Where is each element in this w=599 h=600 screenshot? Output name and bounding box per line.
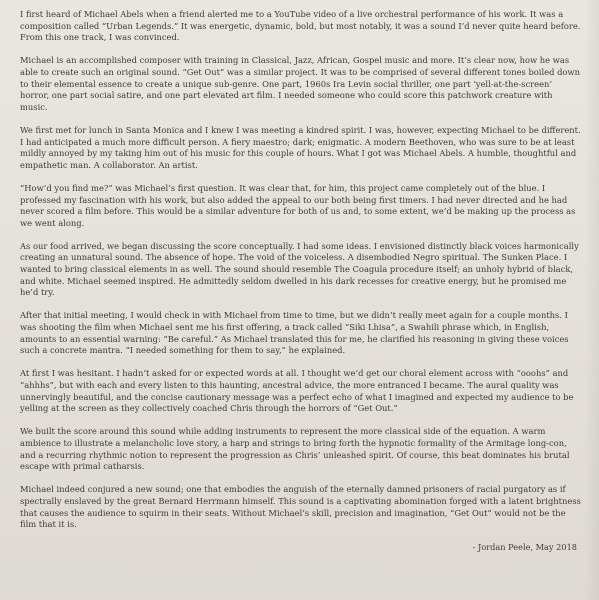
paragraph-6: After that initial meeting, I would check in with Michael from time to time, but we didn’t really meet again for a couple months. I was shooting the film when Michael sent me his first offering, a track called “Siki Lhisa”, a Swahili phrase which, in English, amounts to an essential warning: “Be careful.” As Michael translated this for me, he clarified his reasoning in giving these voices such a concrete mantra. “I needed something for them to say,” he explained.	[20, 310, 569, 356]
paragraph-2: Michael is an accomplished composer with training in Classical, Jazz, African, Gospel music and more. It’s clear now, how he was able to create such an original sound. “Get Out” was a similar project. It was to be comprised of several different tones boiled down to their elemental essence to create a unique sub-genre. One part, 1960s Ira Levin social thriller, one part ‘yell-at-the-screen’ horror, one part social satire, and one part elevated art film. I needed someone who could score this patchwork creature with music.	[20, 55, 580, 112]
paragraph-1: I first heard of Michael Abels when a friend alerted me to a YouTube video of a live orchestral performance of his work. It was a composition called “Urban Legends.” It was energetic, dynamic, bold, but most notably, it was a sound I’d never quite heard before. From this one track, I was convinced.	[20, 9, 581, 43]
author-signature: - Jordan Peele, May 2018	[472, 542, 577, 553]
paragraph-3: We first met for lunch in Santa Monica and I knew I was meeting a kindred spirit. I was, however, expecting Michael to be different. I had anticipated a much more difficult person. A fiery maestro; dark; enigmatic. A modern Beethoven, who was sure to be at least mildly annoyed by my taking him out of his music for this couple of hours. What I got was Michael Abels. A humble, thoughtful and empathetic man. A collaborator. An artist.	[20, 124, 581, 170]
paragraph-8: We built the score around this sound while adding instruments to represent the more classical side of the equation. A warm ambience to illustrate a melancholic love story, a harp and strings to bring forth the hypnotic formality of the Armitage long-con, and a recurring rhythmic notion to represent the progression as Chris’ unleashed spirit. Of course, this beat dominates his brutal escape with primal catharsis.	[20, 426, 570, 472]
paragraph-9: Michael indeed conjured a new sound; one that embodies the anguish of the eternally damned prisoners of racial purgatory as if spectrally enslaved by the great Bernard Herrmann himself. This sound is a captivating abomination forged with a latent brightness that causes the audience to squirm in their seats. Without Michael’s skill, precision and imagination, “Get Out” would not be the film that it is.	[20, 484, 581, 530]
paragraph-7: At first I was hesitant. I hadn’t asked for or expected words at all. I thought we’d get our choral element across with “ooohs” and “ahhhs”, but with each and every listen to this haunting, ancestral advice, the more entranced I became. The aural quality was unnervingly beautiful, and the concise cautionary message was a perfect echo of what I imagined and expected my audience to be yelling at the screen as they collectively coached Chris through the horrors of “Get Out.”	[20, 368, 574, 414]
paragraph-4: “How’d you find me?” was Michael’s first question. It was clear that, for him, this project came completely out of the blue. I professed my fascination with his work, but also added the appeal to our both being first timers. I had never directed and he had never scored a film before. This would be a similar adventure for both of us and, to some extent, we’d be making up the process as we went along.	[20, 182, 576, 228]
paragraph-5: As our food arrived, we began discussing the score conceptually. I had some ideas. I envisioned distinctly black voices harmonically creating an unnatural sound. The absence of hope. The void of the voiceless. A disembodied Negro spiritual. The Sunken Place. I wanted to bring classical elements in as well. The sound should resemble The Coagula procedure itself; an unholy hybrid of black, and white. Michael seemed inspired. He admittedly seldom dwelled in his dark recesses for creative energy, but he promised me he’d try.	[20, 240, 579, 298]
